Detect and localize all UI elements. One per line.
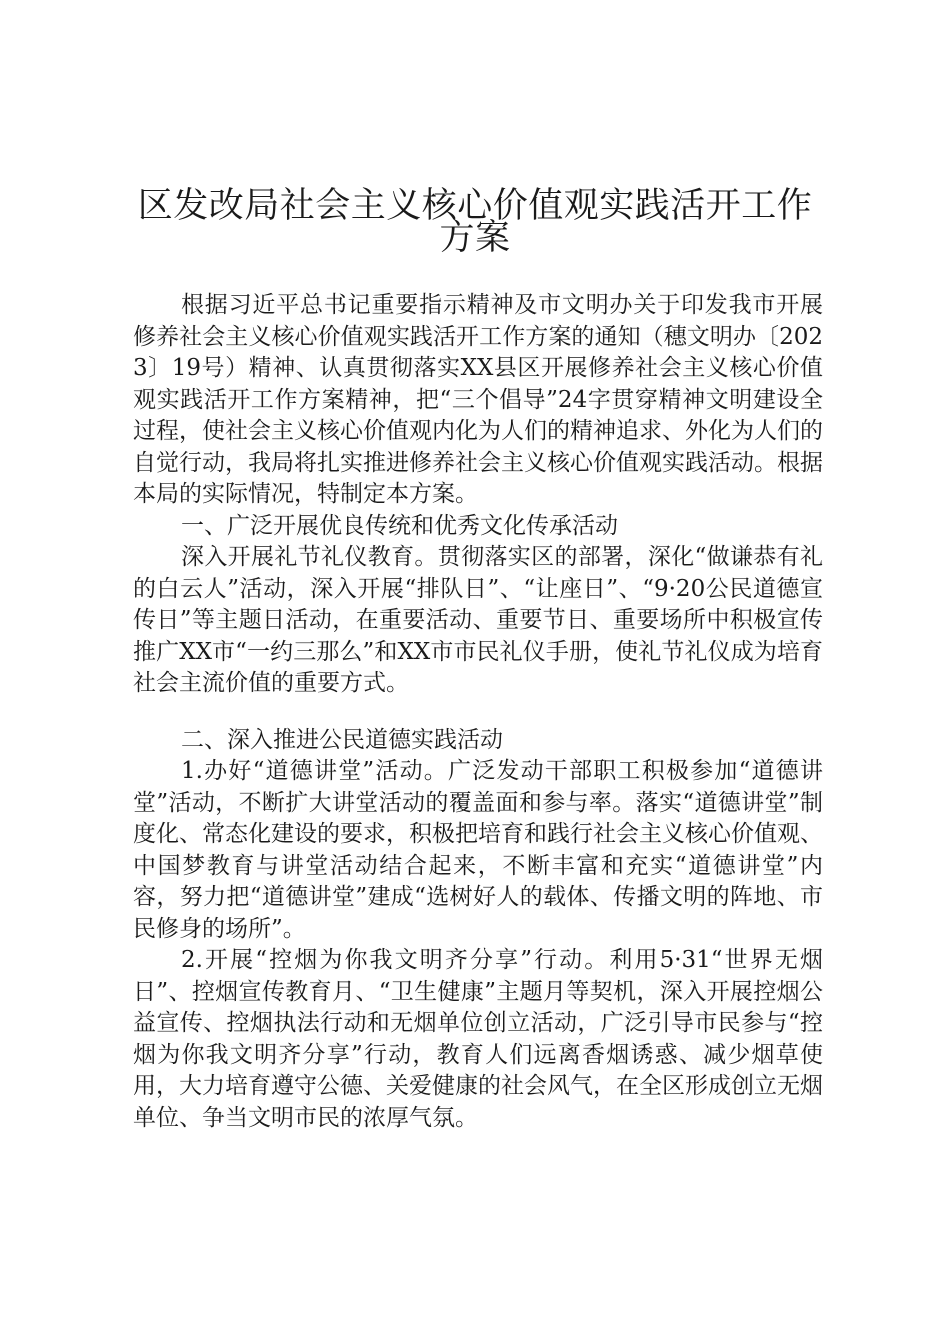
paragraph-spacer — [133, 700, 823, 725]
section-1-paragraph: 深入开展礼节礼仪教育。贯彻落实区的部署，深化“做谦恭有礼的白云人”活动，深入开展“排队日”、“让座日”、“9·20公民道德宣传日”等主题日活动，在重要活动、重要节日、重要场所中积极宣传推广XX市“一约三那么”和XX市市民礼仪手册，使礼节礼仪成为培育社会主流价值的重要方式。 — [133, 544, 823, 696]
section-2-item-2: 2.开展“控烟为你我文明齐分享”行动。利用5·31“世界无烟日”、控烟宣传教育月、“卫生健康”主题月等契机，深入开展控烟公益宣传、控烟执法行动和无烟单位创立活动，广泛引导市民参与“控烟为你我文明齐分享”行动，教育人们远离香烟诱惑、减少烟草使用，大力培育遵守公德、关爱健康的社会风气，在全区形成创立无烟单位、争当文明市民的浓厚气氛。 — [133, 947, 823, 1131]
section-2-item-1: 1.办好“道德讲堂”活动。广泛发动干部职工积极参加“道德讲堂”活动，不断扩大讲堂活动的覆盖面和参与率。落实“道德讲堂”制度化、常态化建设的要求，积极把培育和践行社会主义核心价值观、中国梦教育与讲堂活动结合起来，不断丰富和充实“道德讲堂”内容，努力把“道德讲堂”建成“选树好人的载体、传播文明的阵地、市民修身的场所”。 — [133, 758, 823, 942]
section-heading-2: 二、深入推进公民道德实践活动 — [181, 726, 503, 753]
intro-paragraph: 根据习近平总书记重要指示精神及市文明办关于印发我市开展修养社会主义核心价值观实践活开工作方案的通知（穗文明办〔2023〕19号）精神、认真贯彻落实XX县区开展修养社会主义核心价值观实践活开工作方案精神，把“三个倡导”24字贯穿精神文明建设全过程，使社会主义核心价值观内化为人们的精神追求、外化为人们的自觉行动，我局将扎实推进修养社会主义核心价值观实践活动。根据本局的实际情况，特制定本方案。 — [133, 292, 823, 507]
document-title-line2: 方案 — [439, 218, 511, 258]
section-heading-1: 一、广泛开展优良传统和优秀文化传承活动 — [181, 512, 618, 539]
document-title-line1: 区发改局社会主义核心价值观实践活开工作 — [137, 186, 813, 226]
document-body — [133, 290, 823, 1134]
